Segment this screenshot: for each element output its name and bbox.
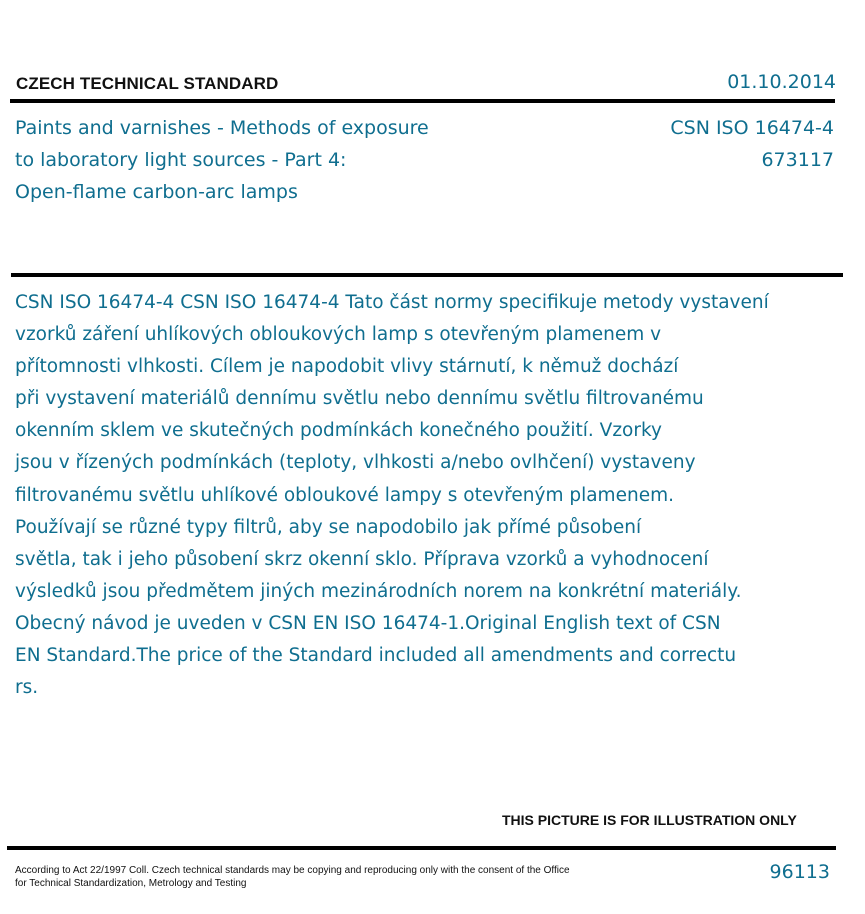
abstract-line: Obecný návod je uveden v CSN EN ISO 16474-1.Original English text of CSN <box>15 612 721 634</box>
page-id-number: 96113 <box>769 861 830 883</box>
legal-notice-line-2: for Technical Standardization, Metrology and Testing <box>15 878 247 889</box>
standard-title-line-2: to laboratory light sources - Part 4: <box>15 149 347 171</box>
publication-date: 01.10.2014 <box>727 71 836 93</box>
abstract-line: světla, tak i jeho působení skrz okenní sklo. Příprava vzorků a vyhodnocení <box>15 548 709 570</box>
abstract-line: CSN ISO 16474-4 CSN ISO 16474-4 Tato část normy specifikuje metody vystavení <box>15 292 769 313</box>
abstract-line: Používají se různé typy filtrů, aby se napodobilo jak přímé působení <box>15 516 642 538</box>
standard-title-line-1: Paints and varnishes - Methods of exposure <box>15 117 429 139</box>
abstract-line: výsledků jsou předmětem jiných mezinárodních norem na konkrétní materiály. <box>15 580 742 602</box>
abstract-text <box>15 287 835 704</box>
standard-code: CSN ISO 16474-4 <box>670 117 834 139</box>
abstract-line: okenním sklem ve skutečných podmínkách konečného použití. Vzorky <box>15 420 662 442</box>
title-divider <box>11 273 843 277</box>
abstract-line: při vystavení materiálů dennímu světlu nebo dennímu světlu filtrovanému <box>15 388 704 410</box>
abstract-line: vzorků záření uhlíkových obloukových lamp s otevřeným plamenem v <box>15 324 662 346</box>
abstract-line: přítomnosti vlhkosti. Cílem je napodobit vlivy stárnutí, k němuž dochází <box>15 356 679 378</box>
standard-number: 673117 <box>761 149 834 171</box>
footer-divider <box>7 846 836 850</box>
header-divider <box>10 99 835 103</box>
legal-notice <box>15 864 570 890</box>
abstract-line: filtrovanému světlu uhlíkové obloukové lampy s otevřeným plamenem. <box>15 484 674 506</box>
abstract-line: EN Standard.The price of the Standard included all amendments and correctu <box>15 645 737 667</box>
abstract-line: rs. <box>15 677 39 699</box>
legal-notice-line-1: According to Act 22/1997 Coll. Czech technical standards may be copying and reproducing only with the consent of the Office <box>15 865 570 876</box>
abstract-line: jsou v řízených podmínkách (teploty, vlhkosti a/nebo ovlhčení) vystaveny <box>15 452 696 474</box>
document-type-label: CZECH TECHNICAL STANDARD <box>16 74 279 93</box>
standard-title-line-3: Open-flame carbon-arc lamps <box>15 181 298 203</box>
illustration-disclaimer: THIS PICTURE IS FOR ILLUSTRATION ONLY <box>502 812 797 828</box>
